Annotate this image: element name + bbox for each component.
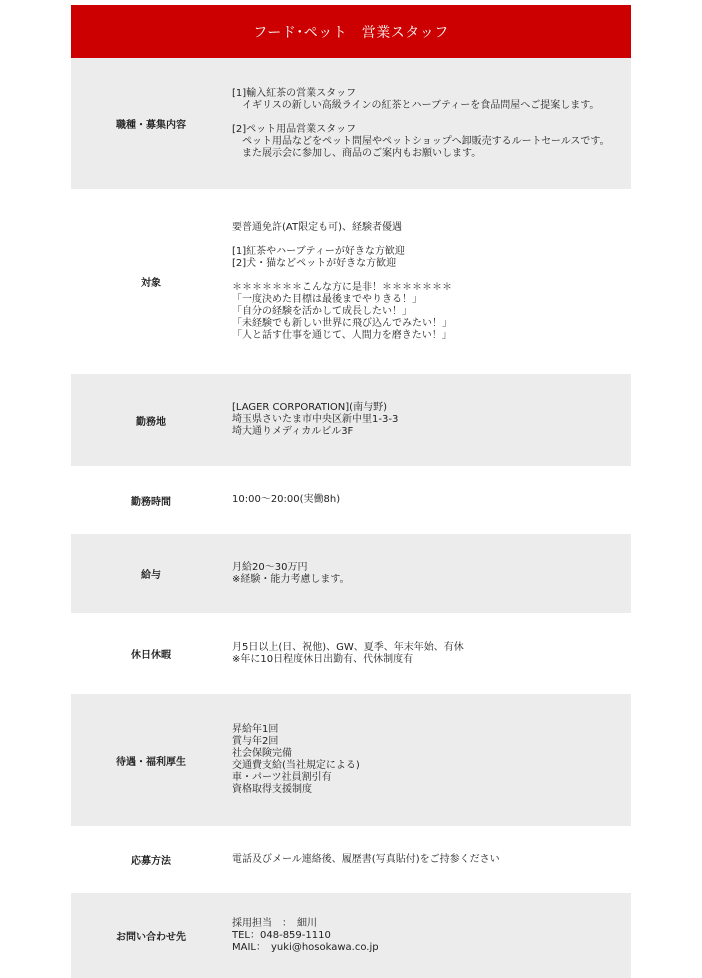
row-benefits [71,694,631,826]
contact-person: 採用担当 ： 細川 [232,917,317,929]
row-label: 勤務地 [136,416,166,428]
content-line: 埼玉県さいたま市中央区新中里1-3-3 [232,414,399,425]
content-line: [1]輸入紅茶の営業スタッフ [232,87,357,99]
content-line: [2]ペット用品営業スタッフ [232,123,357,135]
contact-phone[interactable]: TEL：048-859-1110 [232,929,331,941]
row-label: 勤務時間 [131,496,171,508]
content-line: 「自分の経験を活かして成長したい！」 [232,305,412,317]
row-label: 対象 [141,278,161,289]
row-content [231,642,631,666]
row-content [231,494,631,506]
job-listing [71,5,631,978]
content-line: 資格取得支援制度 [232,784,312,795]
content-line: 電話及びメール連絡後、履歴書(写真貼付)をご持参ください [232,853,500,865]
content-line: [LAGER CORPORATION](南与野) [232,402,387,413]
content-line: 月給20～30万円 [232,561,308,573]
content-line: イギリスの新しい高級ラインの紅茶とハーブティーを食品問屋へご提案します。 [232,99,600,111]
row-content [231,402,631,438]
content-line: ペット用品などをペット問屋やペットショップへ卸販売するルートセールスです。 [232,135,610,147]
content-line: 社会保険完備 [232,748,292,759]
content-line: ＊＊＊＊＊＊＊こんな方に是非！＊＊＊＊＊＊＊ [232,281,452,293]
row-content [231,88,631,160]
content-line: 「人と話す仕事を通じて、人間力を磨きたい！」 [232,329,452,341]
row-label: お問い合わせ先 [116,932,186,943]
content-line: 要普通免許(AT限定も可)、経験者優遇 [232,221,402,233]
page-title-bar [71,5,631,58]
row-label: 応募方法 [131,856,171,867]
content-line: 月5日以上(日、祝他)、GW、夏季、年末年始、有休 [232,641,464,653]
content-line [232,112,631,124]
content-line: 「一度決めた目標は最後までやりきる！」 [232,293,422,305]
content-line: 10:00～20:00(実働8h) [232,494,341,505]
row-working-hours [71,466,631,534]
row-label: 給与 [141,570,161,581]
content-line: 昇給年1回 [232,724,279,735]
row-salary [71,534,631,613]
row-target [71,189,631,374]
contact-email[interactable]: MAIL： yuki@hosokawa.co.jp [232,941,379,953]
content-line: 車・パーツ社員割引有 [232,772,332,783]
content-line: また展示会に参加し、商品のご案内もお願いします。 [232,147,482,159]
row-location [71,374,631,466]
row-content [231,222,631,342]
row-label: 待遇・福利厚生 [116,756,186,768]
row-label: 休日休暇 [131,650,171,661]
row-content [231,854,631,866]
content-line: [1]紅茶やハーブティーが好きな方歓迎 [232,245,405,257]
page-title: フード･ペット 営業スタッフ [253,24,449,41]
content-line: 「未経験でも新しい世界に飛び込んでみたい！」 [232,317,452,329]
content-line [232,234,631,246]
content-line: 交通費支給(当社規定による) [232,760,360,771]
content-line: 賞与年2回 [232,736,279,747]
row-holidays [71,613,631,694]
row-contact [71,893,631,978]
row-content [231,918,631,954]
row-label: 職種・募集内容 [116,120,186,131]
row-application-method [71,826,631,893]
content-line: ※年に10日程度休日出勤有、代休制度有 [232,653,414,665]
row-content [231,724,631,796]
row-content [231,562,631,586]
content-line: ※経験・能力考慮します。 [232,573,350,585]
row-job-description [71,58,631,189]
content-line [232,270,631,282]
content-line: 埼大通りメディカルビル3F [232,426,354,437]
content-line: [2]犬・猫などペットが好きな方歓迎 [232,257,397,269]
